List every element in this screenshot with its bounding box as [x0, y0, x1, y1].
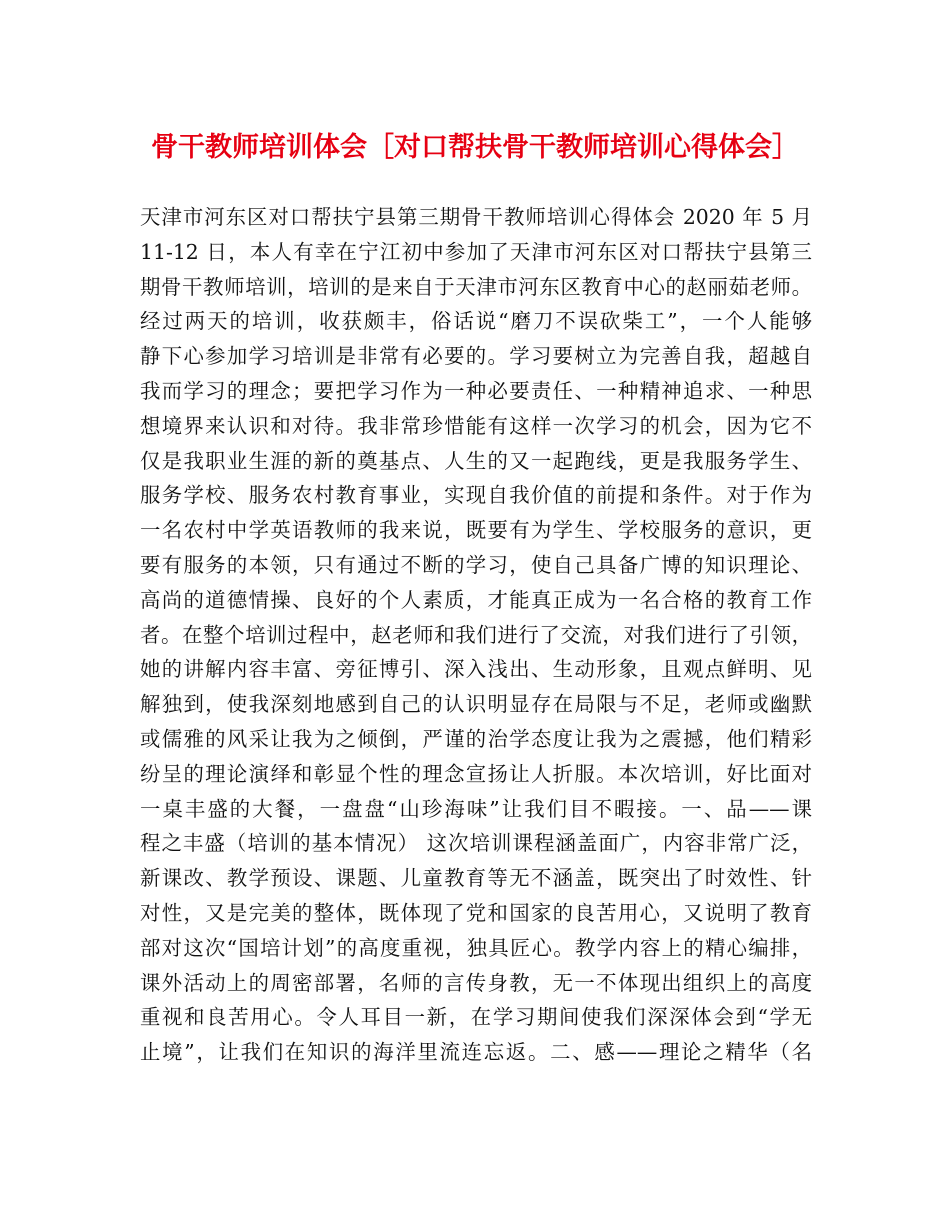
body-line: 经过两天的培训，收获颇丰，俗话说“磨刀不误砍柴工”，一个人能够 [140, 309, 812, 334]
body-line: 对性，又是完美的整体，既体现了党和国家的良苦用心，又说明了教育 [140, 900, 812, 925]
body-line: 重视和良苦用心。令人耳目一新，在学习期间使我们深深体会到“学无 [140, 1005, 812, 1030]
body-line: 纷呈的理论演绎和彰显个性的理念宣扬让人折服。本次培训，好比面对 [140, 761, 812, 786]
body-line: 服务学校、服务农村教育事业，实现自我价值的前提和条件。对于作为 [140, 483, 812, 508]
body-line: 解独到，使我深刻地感到自己的认识明显存在局限与不足，老师或幽默 [140, 692, 812, 717]
body-line: 者。在整个培训过程中，赵老师和我们进行了交流，对我们进行了引领， [140, 622, 812, 647]
document-title: 骨干教师培训体会［对口帮扶骨干教师培训心得体会］ [151, 132, 799, 163]
body-line: 天津市河东区对口帮扶宁县第三期骨干教师培训心得体会 2020 年 5 月 [140, 205, 812, 229]
body-line: 高尚的道德情操、良好的个人素质，才能真正成为一名合格的教育工作 [140, 587, 812, 612]
body-line: 新课改、教学预设、课题、儿童教育等无不涵盖，既突出了时效性、针 [140, 866, 812, 891]
body-line: 部对这次“国培计划”的高度重视，独具匠心。教学内容上的精心编排， [140, 935, 812, 960]
body-line: 期骨干教师培训，培训的是来自于天津市河东区教育中心的赵丽茹老师。 [140, 274, 812, 299]
body-line: 一名农村中学英语教师的我来说，既要有为学生、学校服务的意识，更 [140, 518, 812, 543]
body-line: 11-12 日，本人有幸在宁江初中参加了天津市河东区对口帮扶宁县第三 [140, 239, 812, 264]
body-line: 程之丰盛（培训的基本情况） 这次培训课程涵盖面广，内容非常广泛， [140, 831, 812, 856]
body-line: 她的讲解内容丰富、旁征博引、深入浅出、生动形象，且观点鲜明、见 [140, 657, 812, 682]
body-line: 想境界来认识和对待。我非常珍惜能有这样一次学习的机会，因为它不 [140, 413, 812, 438]
body-line: 止境”，让我们在知识的海洋里流连忘返。二、感——理论之精华（名 [140, 1040, 812, 1065]
body-line: 仅是我职业生涯的新的奠基点、人生的又一起跑线，更是我服务学生、 [140, 448, 812, 473]
body-line: 我而学习的理念；要把学习作为一种必要责任、一种精神追求、一种思 [140, 378, 812, 403]
body-line: 静下心参加学习培训是非常有必要的。学习要树立为完善自我，超越自 [140, 344, 812, 369]
document-body [140, 200, 820, 1070]
body-line: 一桌丰盛的大餐，一盘盘“山珍海味”让我们目不暇接。一、品——课 [140, 796, 812, 821]
body-line: 或儒雅的风采让我为之倾倒，严谨的治学态度让我为之震撼，他们精彩 [140, 726, 812, 751]
body-line: 课外活动上的周密部署，名师的言传身教，无一不体现出组织上的高度 [140, 970, 812, 995]
body-line: 要有服务的本领，只有通过不断的学习，使自己具备广博的知识理论、 [140, 552, 812, 577]
